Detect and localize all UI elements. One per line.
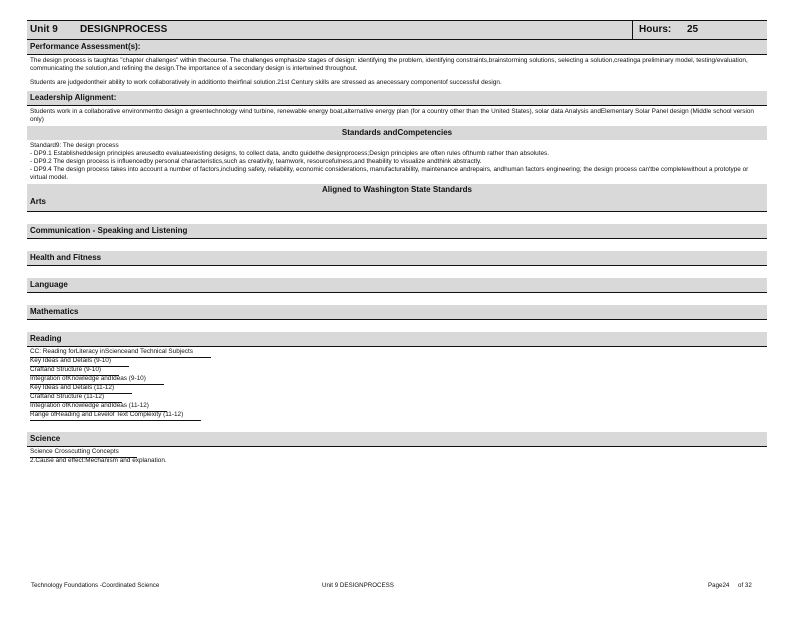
reading-item: Key Ideas and Details (11-12) bbox=[30, 384, 132, 394]
leadership-heading: Leadership Alignment: bbox=[27, 91, 767, 106]
washington-block bbox=[27, 184, 767, 211]
communication-heading: Communication - Speaking and Listening bbox=[27, 224, 767, 239]
science-list bbox=[27, 447, 767, 467]
standard-item: - DP9.1 Establisheddesign principles areusedto evaluateexisting designs, to collect data, andto guidethe designprocess;Design principles are often rules ofthumb rather than absolutes. bbox=[30, 150, 550, 157]
unit-title: DESIGNPROCESS bbox=[80, 24, 168, 35]
performance-heading: Performance Assessment(s): bbox=[27, 40, 767, 55]
footer-page-number: Page24 bbox=[708, 582, 730, 589]
standard-item: - DP9.4 The design process takes into account a number of factors,including safety, reliability, economic considerations, manufacturability, maintenance andrepairs, andhuman factors engineering; the design process can'tbe completewithout a prototype or virtual model. bbox=[30, 166, 749, 181]
standard-title: Standard9: The design process bbox=[30, 142, 119, 149]
reading-item: CC: Reading forLiteracy inScienceand Technical Subjects bbox=[30, 348, 211, 358]
reading-list bbox=[27, 347, 767, 422]
reading-item: Integration ofKnowledge andIdeas (9-10) bbox=[30, 375, 164, 385]
reading-item: Key Ideas and Details (9-10) bbox=[30, 357, 129, 367]
standard-item: - DP9.2 The design process is influencedby personal characteristics,such as creativity, teamwork, resourcefulness,and theability to visualize andthink abstractly. bbox=[30, 158, 482, 165]
arts-heading: Arts bbox=[30, 197, 47, 206]
unit-label: Unit 9 bbox=[30, 24, 58, 35]
document-page bbox=[27, 20, 767, 467]
washington-heading: Aligned to Washington State Standards bbox=[322, 185, 472, 194]
science-heading: Science bbox=[27, 432, 767, 447]
health-heading: Health and Fitness bbox=[27, 251, 767, 266]
science-item: Science Crosscutting Concepts bbox=[30, 448, 137, 458]
standards-heading: Standards andCompetencies bbox=[27, 126, 767, 140]
reading-item: Craftand Structure (9-10) bbox=[30, 366, 119, 376]
performance-paragraph-1: The design process is taughtas "chapter challenges" within thecourse. The challenges emphasize stages of design: identifying the problem, identifying constraints,brainstorming solutions, selecting a solution,creatinga preliminary model, testing/evaluation, communicating the solution,and refining the design.The importance of a secondary design is intertwined throughout. bbox=[30, 57, 748, 72]
performance-body bbox=[27, 55, 767, 91]
leadership-paragraph: Students work in a collaborative environmentto design a greentechnology wind turbine, renewable energy boat,alternative energy plan (for a country other than the United States), solar data Analysis andElementary Solar Panel design (Middle school version only) bbox=[30, 108, 754, 123]
footer-page-total: of 32 bbox=[738, 582, 752, 589]
header-divider bbox=[632, 21, 633, 39]
reading-item: Range ofReading and Levelof Text Complexity (11-12) bbox=[30, 411, 201, 421]
reading-heading: Reading bbox=[27, 332, 767, 347]
hours-label: Hours: bbox=[639, 24, 672, 35]
language-heading: Language bbox=[27, 278, 767, 293]
reading-item: Craftand Structure (11-12) bbox=[30, 393, 122, 403]
unit-header bbox=[27, 20, 767, 40]
hours-value: 25 bbox=[687, 24, 699, 35]
performance-paragraph-2: Students are judgedontheir ability to work collaboratively in additionto theirfinal solution.21st Century skills are stressed as anecessary componentof successful design. bbox=[30, 79, 502, 86]
standards-body bbox=[27, 140, 767, 184]
science-item: 2.Cause and effect:Mechanism and explanation. bbox=[30, 457, 167, 464]
footer-unit: Unit 9 DESIGNPROCESS bbox=[322, 582, 394, 589]
mathematics-heading: Mathematics bbox=[27, 305, 767, 320]
reading-item: Integration ofKnowledge andIdeas (11-12) bbox=[30, 402, 167, 412]
footer-course: Technology Foundations -Coordinated Science bbox=[31, 582, 160, 589]
